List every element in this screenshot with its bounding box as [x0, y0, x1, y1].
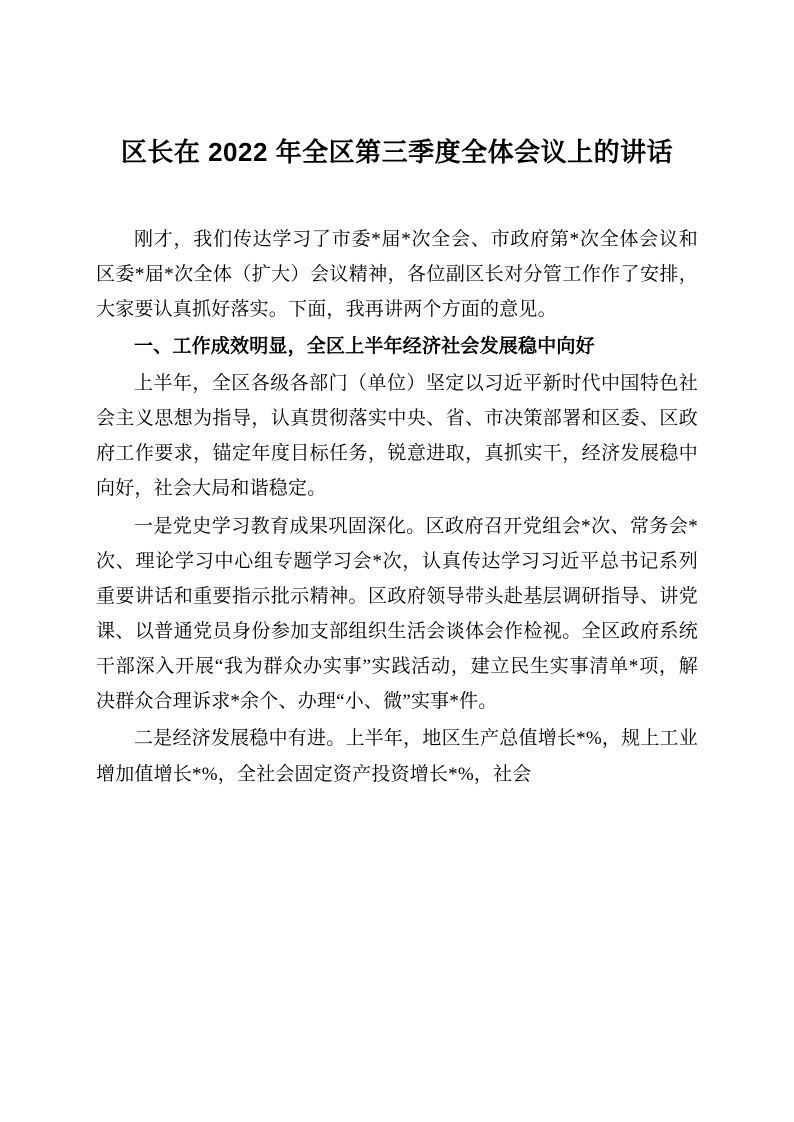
page-title: 区长在 2022 年全区第三季度全体会议上的讲话 — [120, 137, 674, 167]
paragraph-4: 二是经济发展稳中有进。上半年，地区生产总值增长*%，规上工业增加值增长*%，全社会固定资产投资增长*%，社会 — [96, 728, 698, 785]
document-body — [96, 222, 698, 792]
paragraph-2: 上半年，全区各级各部门（单位）坚定以习近平新时代中国特色社会主义思想为指导，认真贯彻落实中央、省、市决策部署和区委、区政府工作要求，锚定年度目标任务，锐意进取，真抓实干，经济发展稳中向好，社会大局和谐稳定。 — [96, 373, 698, 500]
paragraph-3: 一是党史学习教育成果巩固深化。区政府召开党组会*次、常务会*次、理论学习中心组专题学习会*次，认真传达学习习近平总书记系列重要讲话和重要指示批示精神。区政府领导带头赴基层调研指导、讲党课、以普通党员身份参加支部组织生活会谈体会作检视。全区政府系统干部深入开展“我为群众办实事”实践活动，建立民生实事清单*项，解决群众合理诉求*余个、办理“小、微”实事*件。 — [96, 515, 698, 713]
section-heading-1: 一、工作成效明显，全区上半年经济社会发展稳中向好 — [134, 335, 595, 357]
paragraph-1: 刚才，我们传达学习了市委*届*次全会、市政府第*次全体会议和区委*届*次全体（扩大）会议精神，各位副区长对分管工作作了安排，大家要认真抓好落实。下面，我再讲两个方面的意见。 — [96, 228, 698, 320]
